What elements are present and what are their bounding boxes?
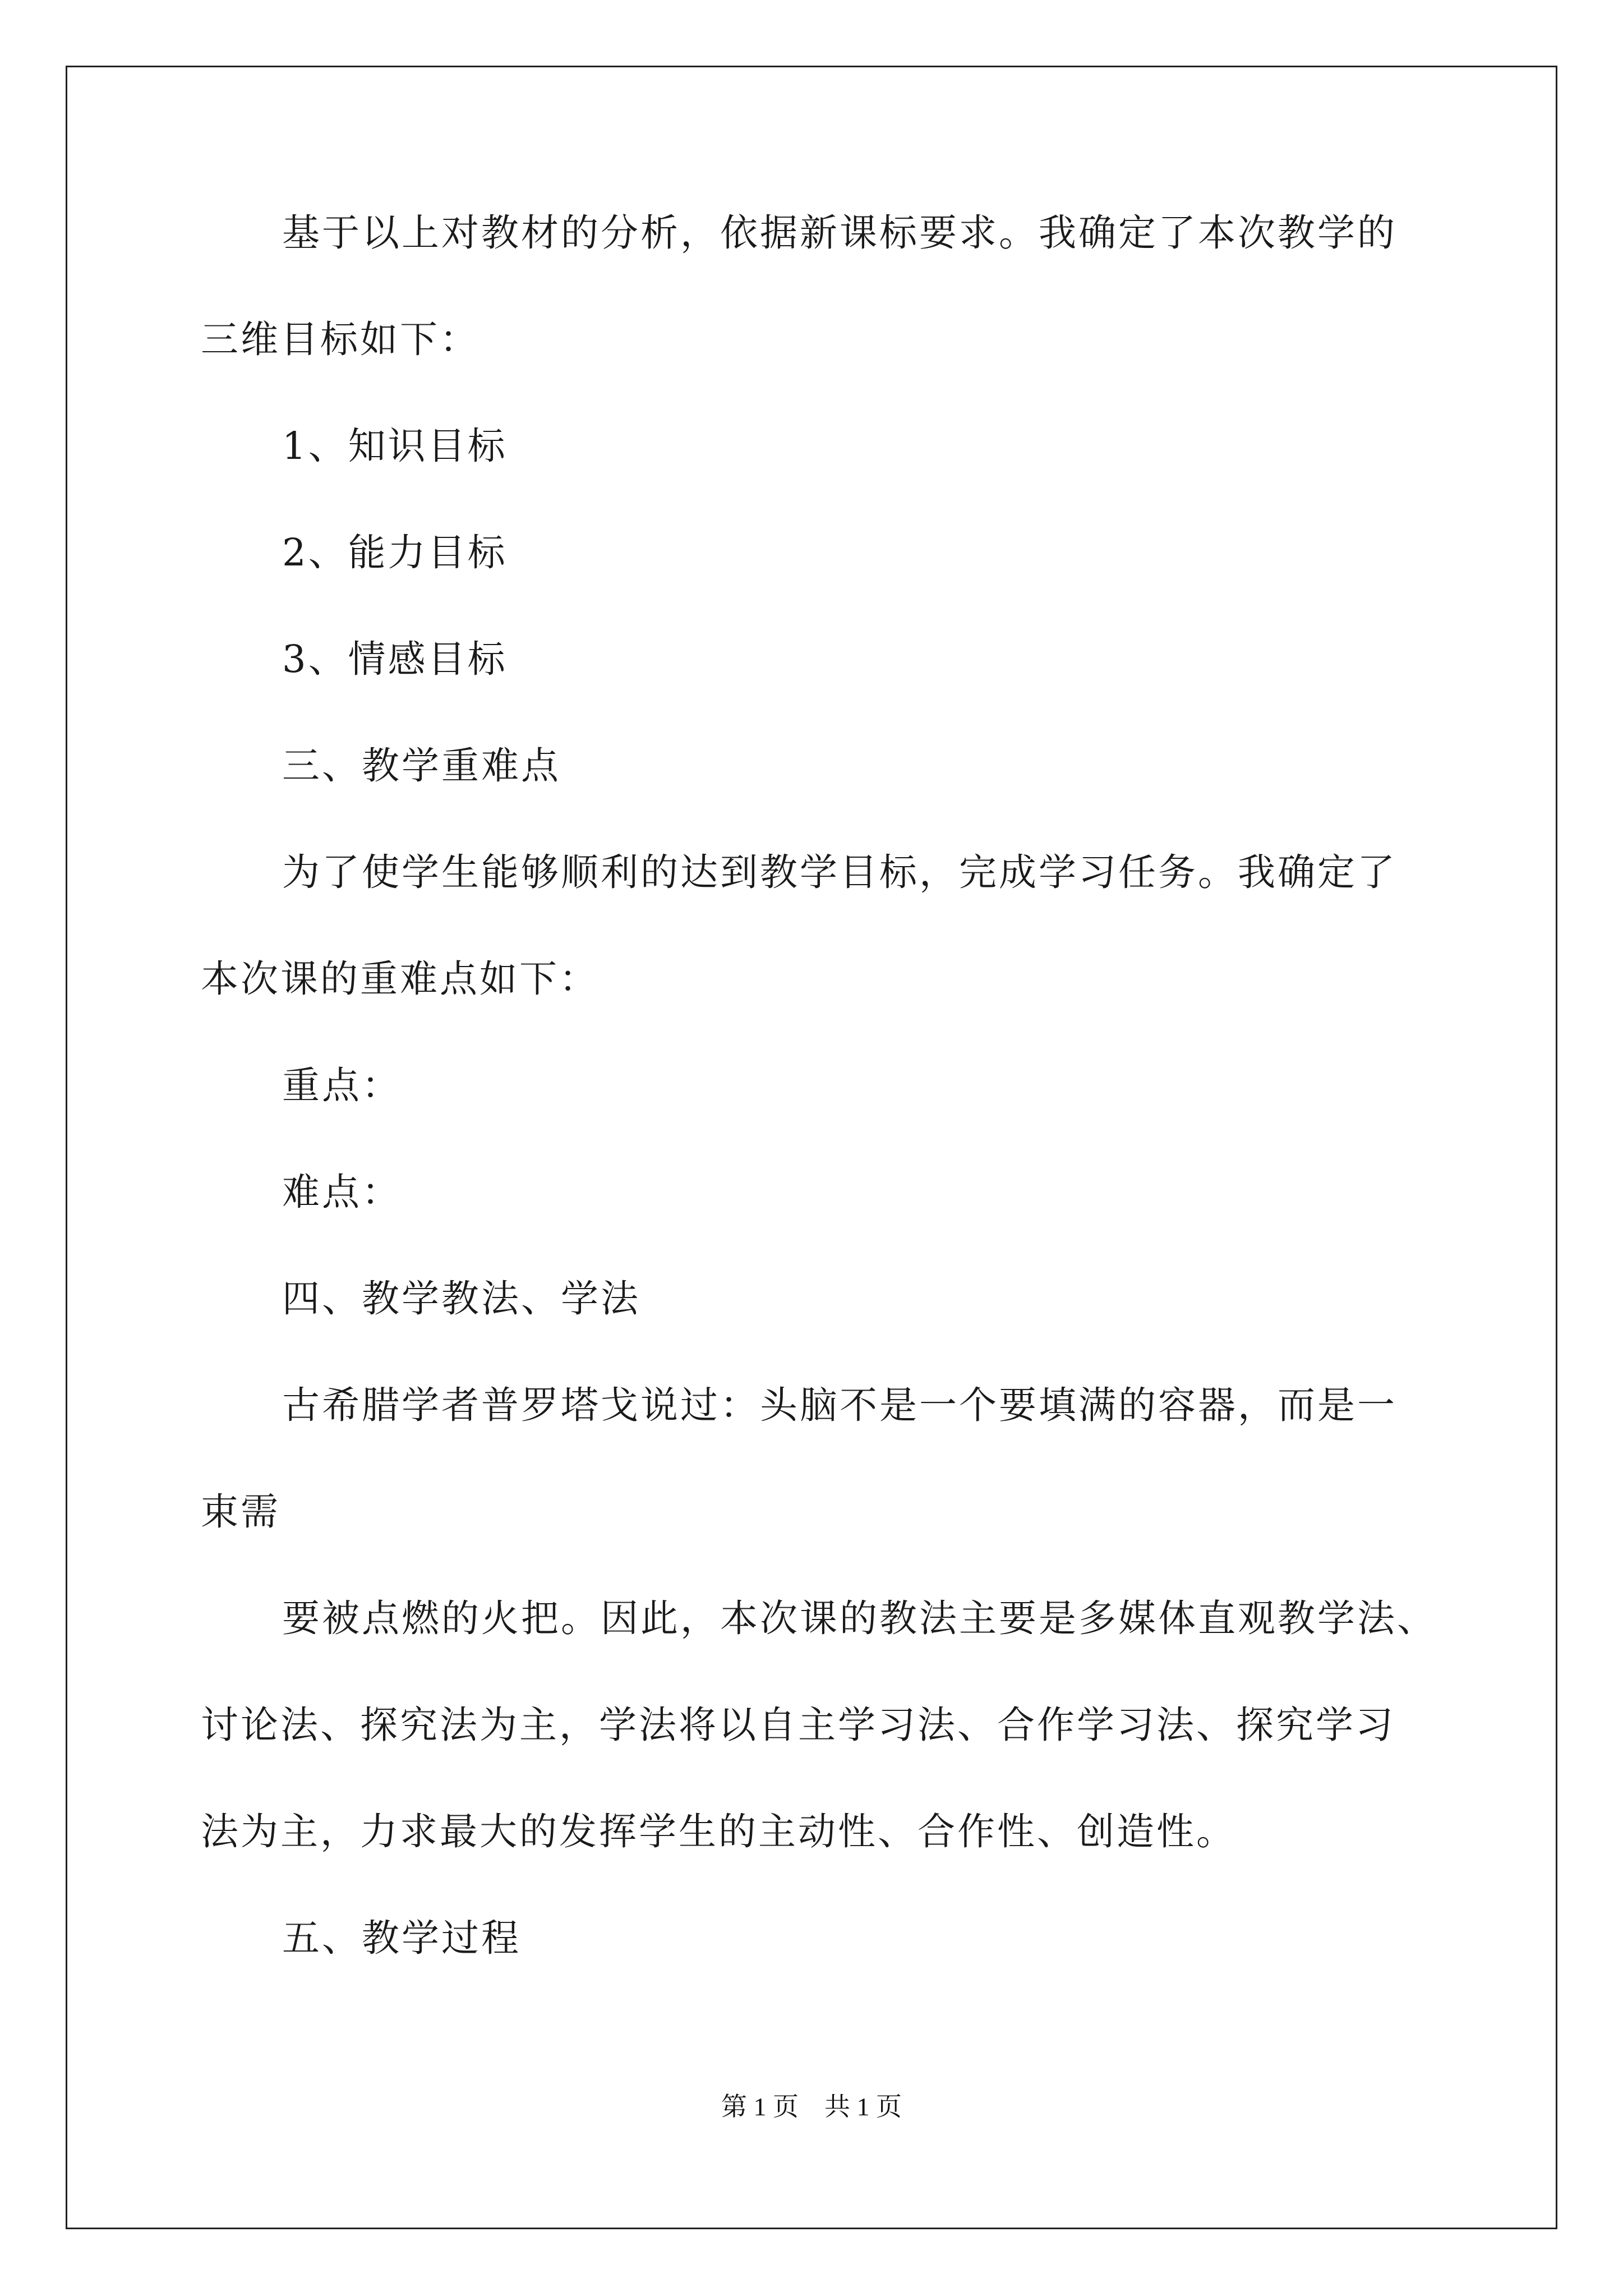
key-point-label: 重点： xyxy=(282,1064,402,1107)
paragraph-line: 要被点燃的火把。因此，本次课的教法主要是多媒体直观教学法、 xyxy=(282,1596,1437,1640)
difficult-point-label: 难点： xyxy=(282,1170,402,1214)
list-item-emotion-goal: 3、情感目标 xyxy=(282,637,508,681)
paragraph-line: 古希腊学者普罗塔戈说过：头脑不是一个要填满的容器，而是一 xyxy=(282,1383,1397,1427)
paragraph-line: 法为主，力求最大的发挥学生的主动性、合作性、创造性。 xyxy=(201,1810,1236,1853)
paragraph-line: 本次课的重难点如下： xyxy=(201,957,599,1001)
paragraph-line: 基于以上对教材的分析，依据新课标要求。我确定了本次教学的 xyxy=(282,211,1397,255)
section-heading-key-points: 三、教学重难点 xyxy=(282,744,561,788)
page-footer: 第 1 页 共 1 页 xyxy=(721,2092,902,2121)
section-heading-methods: 四、教学教法、学法 xyxy=(282,1277,640,1320)
paragraph-line: 为了使学生能够顺利的达到教学目标，完成学习任务。我确定了 xyxy=(282,850,1397,894)
paragraph-line: 讨论法、探究法为主，学法将以自主学习法、合作学习法、探究学习 xyxy=(201,1703,1395,1747)
section-heading-process: 五、教学过程 xyxy=(282,1916,521,1960)
page-border xyxy=(66,66,1557,2229)
paragraph-line: 三维目标如下： xyxy=(201,318,479,361)
paragraph-line: 束需 xyxy=(201,1490,280,1534)
list-item-knowledge-goal: 1、知识目标 xyxy=(282,424,508,468)
list-item-ability-goal: 2、能力目标 xyxy=(282,531,508,574)
